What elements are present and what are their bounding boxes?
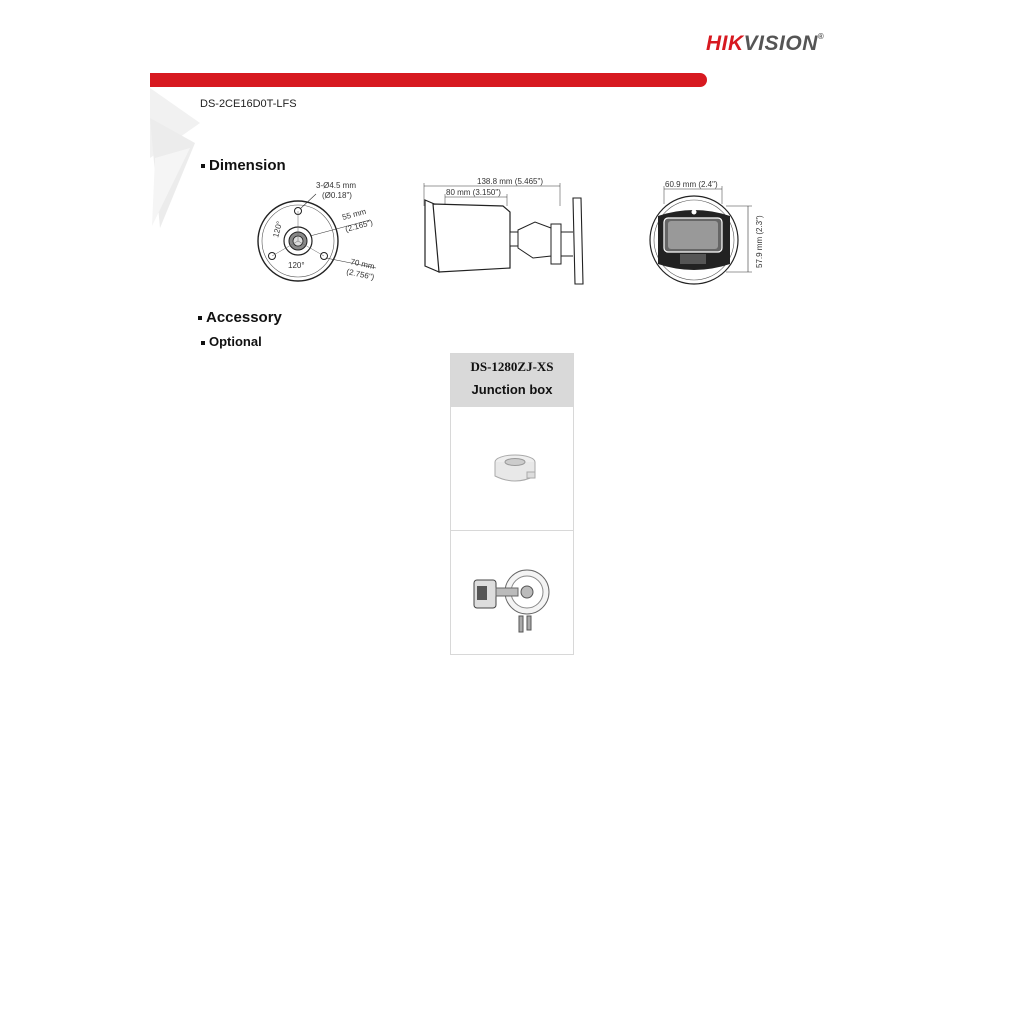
mounted-camera-image-cell [451, 531, 573, 655]
rear-height-label: 57.9 mm (2.3") [755, 215, 764, 268]
front-angle-a-label: 120° [271, 220, 285, 239]
front-angle-b-label: 120° [288, 261, 305, 270]
logo-registered: ® [817, 32, 825, 41]
logo-vision: VISION [743, 32, 818, 55]
dimension-heading [201, 157, 286, 174]
model-number: DS-2CE16D0T-LFS [200, 98, 297, 110]
front-55-inch-label: (2.165") [344, 217, 374, 234]
front-hole-inch-label: (Ø0.18") [322, 191, 352, 200]
side-view-drawing [415, 176, 590, 286]
header-red-bar [150, 73, 707, 87]
accessory-table [450, 353, 574, 655]
accessory-model: DS-1280ZJ-XS [470, 359, 554, 374]
bullet-square-icon [198, 316, 202, 320]
camera-on-junction-box-icon [471, 566, 555, 638]
front-55-label: 55 mm [341, 206, 368, 222]
side-body-label: 80 mm (3.150") [446, 188, 501, 197]
rear-view-drawing [648, 176, 778, 286]
accessory-heading-text: Accessory [206, 309, 282, 326]
front-view-drawing [248, 176, 388, 284]
logo-hik: HIK [706, 32, 744, 55]
hikvision-logo [706, 32, 824, 56]
bullet-square-icon [201, 341, 205, 345]
side-total-label: 138.8 mm (5.465") [477, 177, 543, 186]
dimension-heading-text: Dimension [209, 157, 286, 174]
bullet-square-icon [201, 164, 205, 168]
front-70-label: 70 mm [349, 257, 376, 272]
optional-heading-text: Optional [209, 334, 262, 349]
accessory-name: Junction box [471, 382, 553, 397]
optional-heading [201, 334, 262, 349]
rear-width-label: 60.9 mm (2.4") [665, 180, 718, 189]
front-hole-label: 3-Ø4.5 mm [316, 181, 357, 190]
junction-box-icon [491, 452, 539, 486]
accessory-table-header [451, 354, 573, 407]
accessory-heading [198, 309, 282, 326]
junction-box-image-cell [451, 407, 573, 531]
front-70-inch-label: (2.756") [345, 267, 376, 282]
